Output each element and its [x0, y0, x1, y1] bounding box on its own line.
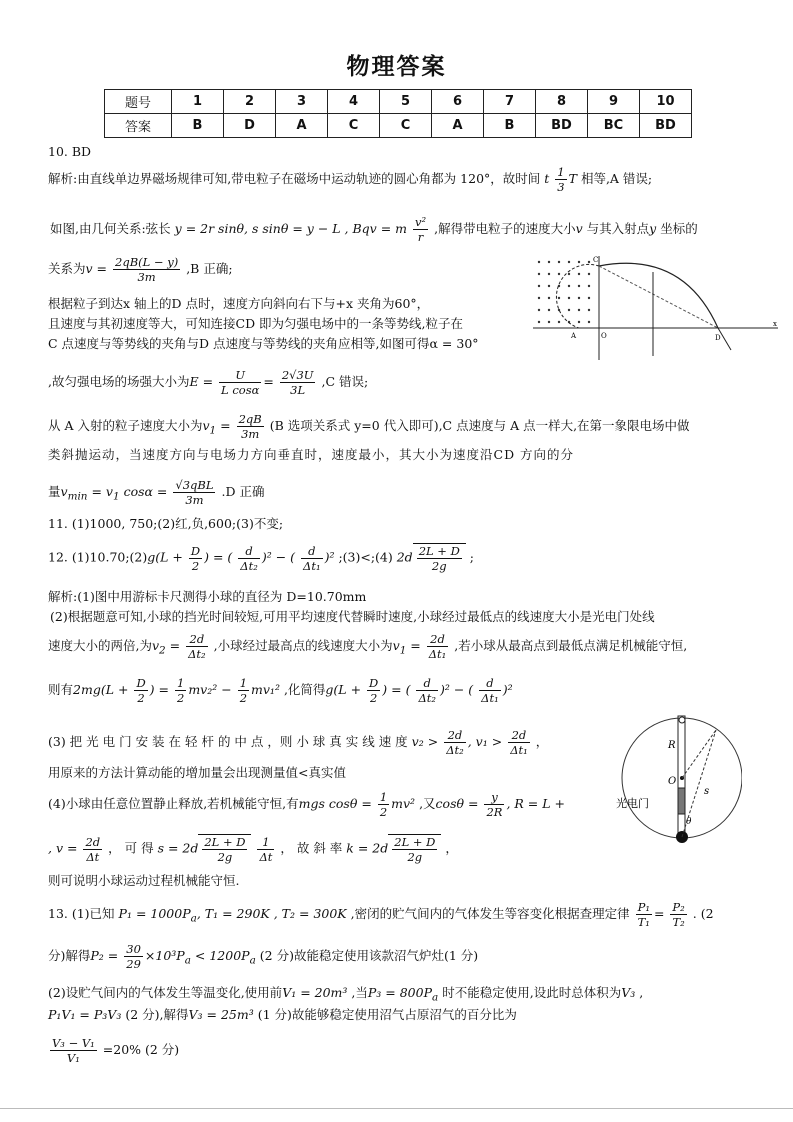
text: ,密闭的贮气间内的气体发生等容变化根据查理定律 — [350, 906, 630, 921]
text: (4)小球由任意位置静止释放,若机械能守恒,有 — [48, 796, 299, 811]
q10-line3: 关系为v = $\frac{2qB(L - y)}{3m}$ ,B 正确; — [48, 255, 233, 284]
table-cell: C — [328, 114, 380, 138]
cd-line — [599, 266, 718, 328]
q12-analysis8: , v = $\frac{2d}{\Delta t}$ ， 可 得 s = 2d $\frac{2L + D}{2g}$ $\frac{1}{\Delta t}$ ， 故 斜 率 k = 2d $\frac{2L + D}{2g}$ ， — [48, 834, 458, 864]
formula: $\frac{\text{P₂}}{\text{T₂}}$ — [672, 900, 685, 929]
text: (3) 把 光 电 门 安 装 在 轻 杆 的 中 点 ，则 小 球 真 实 线 速 度 — [48, 734, 408, 749]
formula: $\frac{2√3U}{3L}$ — [281, 368, 314, 397]
table-cell: BC — [588, 114, 640, 138]
label-r: R — [668, 740, 676, 751]
text: ,若小球从最高点到最低点满足机械能守恒, — [454, 638, 688, 653]
table-cell: 4 — [328, 90, 380, 114]
formula: $\frac{U}{\text{L cosα}}$ — [221, 368, 260, 397]
formula: t — [544, 171, 550, 186]
q10-line8: 从 A 入射的粒子速度大小为$v_1$ = $\frac{2qB}{3m}$ (B 选项关系式 y=0 代入即可),C 点速度与 A 点一样大,在第一象限电场中做 — [48, 412, 690, 441]
text: 13. (1)已知 — [48, 906, 115, 921]
table-cell: BD — [640, 114, 692, 138]
text: ,又 — [419, 796, 436, 811]
q12-analysis5: (3) 把 光 电 门 安 装 在 轻 杆 的 中 点 ，则 小 球 真 实 线 速 度 v₂ > $\frac{2d}{\text{Δt₂}}$ , v₁ > $\frac{2d}{\text{Δt₁}}$ ， — [48, 728, 549, 757]
magnetic-field-dots — [538, 261, 590, 323]
formula: $\frac{1}{2}$ — [239, 676, 248, 705]
q13-line2: 分)解得P₂ = $\frac{30}{29}$ $\times 10^3P_a < 1200P_a$ (2 分)故能稳定使用该款沼气炉灶(1 分) — [48, 942, 479, 971]
q12-analysis3: 速度大小的两倍,为$v_2$ = $\frac{2d}{\text{Δt₂}}$ ,小球经过最高点的线速度大小为$v_1$ = $\frac{2d}{\text{Δt₁}}$ ,若小球从最高点到最低点满足机械能守恒, — [48, 632, 688, 661]
table-cell: 7 — [484, 90, 536, 114]
text: (2 分)故能稳定使用该款沼气炉灶(1 分) — [259, 948, 479, 963]
table-row-numbers — [105, 90, 692, 114]
q10-line1: 解析:由直线单边界磁场规律可知,带电粒子在磁场中运动轨迹的圆心角都为 120°，故时间 t $\frac{1}{3}$ T 相等,A 错误; — [48, 165, 653, 194]
label-c: C — [593, 256, 599, 264]
table-cell: C — [380, 114, 432, 138]
text: . (2 — [692, 906, 714, 921]
table-cell: B — [172, 114, 224, 138]
text: ,B 正确; — [186, 261, 233, 276]
formula: $\frac{2d}{\text{Δt₂}}$ — [188, 632, 206, 661]
formula: $\frac{2d}{\text{Δt₁}}$ — [428, 632, 447, 661]
formula: $\frac{D}{2}$ — [369, 676, 379, 705]
formula: $\frac{30}{29}$ — [126, 942, 141, 971]
formula: $\frac{y}{2R}$ — [486, 790, 503, 819]
q12-analysis7: (4)小球由任意位置静止释放,若机械能守恒,有mgs cosθ = $\frac{1}{2}$ mv² ,又cosθ = $\frac{y}{2R}$ , R = L + — [48, 790, 565, 819]
formula: y = 2r sinθ, s sinθ = y − L , Bqv = m — [174, 221, 408, 236]
text: ， 故 斜 率 — [280, 840, 343, 856]
table-cell: 3 — [276, 90, 328, 114]
table-header-number: 题号 — [105, 90, 172, 114]
table-cell: A — [276, 114, 328, 138]
photogate-label: 光电门 — [616, 797, 649, 810]
text: ,化简得 — [283, 682, 326, 697]
formula: $\frac{d}{\text{Δt₂}}$ — [240, 543, 258, 573]
table-cell: 10 — [640, 90, 692, 114]
page-divider — [0, 1108, 793, 1109]
label-o: O — [668, 776, 677, 787]
q10-line7: ,故匀强电场的场强大小为E = $\frac{U}{\text{L cosα}}$ = $\frac{2√3U}{3L}$ ,C 错误; — [48, 368, 369, 397]
q12-line: 12. (1)10.70;(2)g(L + $\frac{D}{2}$ ) = ( $\frac{d}{\text{Δt₂}}$ )² − ( $\frac{d}{\text{Δt₁}}$ )² ;(3)<;(4) 2d $\frac{2L + D}{2g}$ ; — [48, 543, 475, 573]
q12-analysis9: 则可说明小球运动过程机械能守恒. — [48, 873, 240, 888]
formula: $\frac{\text{P₁}}{\text{T₁}}$ — [637, 900, 650, 929]
q13-line3: (2)设贮气间内的气体发生等温变化,使用前V₁ = 20m³ ,当$P_3 = 800P_a$ 时不能稳定使用,设此时总体积为V₃ , — [48, 985, 644, 1004]
photogate-block — [678, 788, 685, 814]
page-title: 物理答案 — [346, 54, 447, 80]
formula: $\frac{2L + D}{2g}$ — [394, 835, 436, 864]
formula: $\frac{\text{√3qBL}}{3m}$ — [175, 478, 214, 507]
text: ,解得带电粒子的速度大小 — [434, 221, 576, 236]
table-cell: 5 — [380, 90, 432, 114]
formula: $\frac{D}{2}$ — [190, 543, 201, 573]
text: ,当 — [351, 985, 368, 1000]
q12-analysis6: 用原来的方法计算动能的增加量会出现测量值<真实值 — [48, 765, 346, 780]
q13-line5 — [48, 1036, 179, 1065]
table-cell: 9 — [588, 90, 640, 114]
text: 解析:由直线单边界磁场规律可知,带电粒子在磁场中运动轨迹的圆心角都为 120°，故时间 — [48, 171, 541, 186]
q10-line2: 如图,由几何关系:弦长 y = 2r sinθ, s sinθ = y − L , Bqv = m $\frac{\text{v²}}{r}$ ,解得带电粒子的速度大小v 与其入射点y 坐标的 — [50, 215, 698, 244]
q12-analysis1: 解析:(1)图中用游标卡尺测得小球的直径为 D=10.70mm — [48, 589, 367, 604]
q10-line9: 类斜抛运动，当速度方向与电场力方向垂直时，速度最小，其大小为速度沿CD 方向的分 — [48, 447, 575, 462]
q10-heading: 10. BD — [48, 144, 92, 159]
label-s: s — [704, 786, 710, 797]
radius-line — [682, 730, 716, 778]
label-d: D — [715, 334, 721, 342]
trajectory-curve — [599, 263, 718, 328]
table-cell: D — [224, 114, 276, 138]
table-cell: 2 — [224, 90, 276, 114]
label-x: x — [773, 320, 777, 328]
formula: $\frac{1}{2}$ — [176, 676, 185, 705]
table-header-answer: 答案 — [105, 114, 172, 138]
q10-line5: 且速度与其初速度等大，可知连接CD 即为匀强电场中的一条等势线,粒子在 — [48, 316, 464, 331]
q12-pendulum-diagram — [616, 712, 742, 848]
formula: $\frac{2d}{\text{Δt₂}}$ — [446, 728, 464, 757]
text: ,故匀强电场的场强大小为 — [48, 374, 190, 389]
formula: $\frac{d}{\text{Δt₁}}$ — [303, 543, 321, 573]
text: 速度大小的两倍,为 — [48, 638, 152, 653]
text: ,C 错误; — [321, 374, 369, 389]
label-a: A — [571, 332, 577, 340]
formula: $\frac{1}{2}$ — [379, 790, 388, 819]
formula: $\frac{\text{V₃ − V₁}}{\text{V₁}}$ — [52, 1036, 95, 1065]
text: 关系为 — [48, 261, 86, 276]
formula: $\frac{2d}{\text{Δt₁}}$ — [510, 728, 528, 757]
formula: $\frac{\text{v²}}{r}$ — [415, 215, 427, 244]
text: 如图,由几何关系:弦长 — [50, 221, 171, 236]
formula: $\frac{2L + D}{2g}$ — [418, 544, 460, 573]
q10-line10: 量$v_{min} = v_1$ cosα = $\frac{\text{√3qBL}}{3m}$ .D 正确 — [48, 478, 265, 507]
text: 相等,A 错误; — [580, 171, 653, 186]
text: =20% (2 分) — [102, 1042, 180, 1057]
formula: $\frac{2qB(L - y)}{3m}$ — [115, 255, 179, 284]
text: (B 选项关系式 y=0 代入即可),C 点速度与 A 点一样大,在第一象限电场中做 — [269, 418, 690, 433]
text: (2)设贮气间内的气体发生等温变化,使用前 — [48, 985, 283, 1000]
q12-analysis4: 则有2mg(L + $\frac{D}{2}$ ) = $\frac{1}{2}$ mv₂² − $\frac{1}{2}$ mv₁² ,化简得g(L + $\frac{D}{2}$ ) = ( $\frac{d}{\text{Δt₂}}$ )² − ( $\frac{d}{\text{Δt₁}}$ )² — [48, 676, 513, 705]
formula: $\frac{1}{\Delta t}$ — [259, 834, 273, 864]
top-ball — [679, 717, 685, 723]
table-cell: B — [484, 114, 536, 138]
formula: $\frac{2qB}{3m}$ — [238, 412, 262, 441]
text: 量 — [48, 484, 61, 499]
text: .D 正确 — [221, 484, 265, 499]
table-cell: 6 — [432, 90, 484, 114]
q10-trajectory-diagram — [533, 252, 783, 364]
text: 坐标的 — [660, 221, 698, 236]
formula: $\frac{d}{\text{Δt₂}}$ — [418, 676, 436, 705]
formula: $\frac{2d}{\Delta t}$ — [85, 834, 101, 864]
q10-line6: C 点速度与等势线的夹角与D 点速度与等势线的夹角应相等,如图可得α = 30° — [48, 336, 479, 351]
text: 与其入射点 — [586, 221, 650, 236]
text: ;(3)<;(4) — [338, 549, 393, 565]
text: 分)解得 — [48, 948, 91, 963]
arc-path — [556, 264, 599, 328]
q13-line1: 13. (1)已知 $P_1 = 1000P_a$, T₁ = 290K , T₂ = 300K ,密闭的贮气间内的气体发生等容变化根据查理定律 $\frac{\text{P₁}}{\text{T₁}}$ = $\frac{\text{P₂}}{\text{T₂}}$ . (2 — [48, 900, 714, 929]
answer-table — [104, 89, 692, 138]
table-row-answers — [105, 114, 692, 138]
text: (1 分)故能够稳定使用沼气占原沼气的百分比为 — [257, 1007, 517, 1022]
text: 12. (1)10.70;(2) — [48, 549, 148, 565]
text: 从 A 入射的粒子速度大小为 — [48, 418, 203, 433]
q10-line4: 根据粒子到达x 轴上的D 点时，速度方向斜向右下与+x 夹角为60°， — [48, 296, 430, 311]
formula: $\frac{2L + D}{2g}$ — [204, 835, 246, 864]
formula: $\frac{1}{3}$ — [557, 165, 565, 194]
text: ,小球经过最高点的线速度大小为 — [213, 638, 393, 653]
label-o: O — [601, 332, 607, 340]
text: 时不能稳定使用,设此时总体积为 — [442, 985, 622, 1000]
formula: $\frac{D}{2}$ — [136, 676, 146, 705]
table-cell: 8 — [536, 90, 588, 114]
table-cell: BD — [536, 114, 588, 138]
q11-line: 11. (1)1000, 750;(2)红,负,600;(3)不变; — [48, 516, 284, 531]
label-theta: θ — [686, 817, 692, 827]
table-cell: 1 — [172, 90, 224, 114]
formula: $\frac{d}{\text{Δt₁}}$ — [481, 676, 499, 705]
text: (2 分),解得 — [125, 1007, 189, 1022]
q13-line4: P₁V₁ = P₃V₃ (2 分),解得V₃ = 25m³ (1 分)故能够稳定使用沼气占原沼气的百分比为 — [48, 1007, 517, 1022]
table-cell: A — [432, 114, 484, 138]
q12-analysis2: (2)根据题意可知,小球的挡光时间较短,可用平均速度代替瞬时速度,小球经过最低点的线速度大小是光电门处线 — [50, 609, 655, 624]
text: ， 可 得 — [108, 840, 154, 856]
text: 则有 — [48, 682, 74, 697]
